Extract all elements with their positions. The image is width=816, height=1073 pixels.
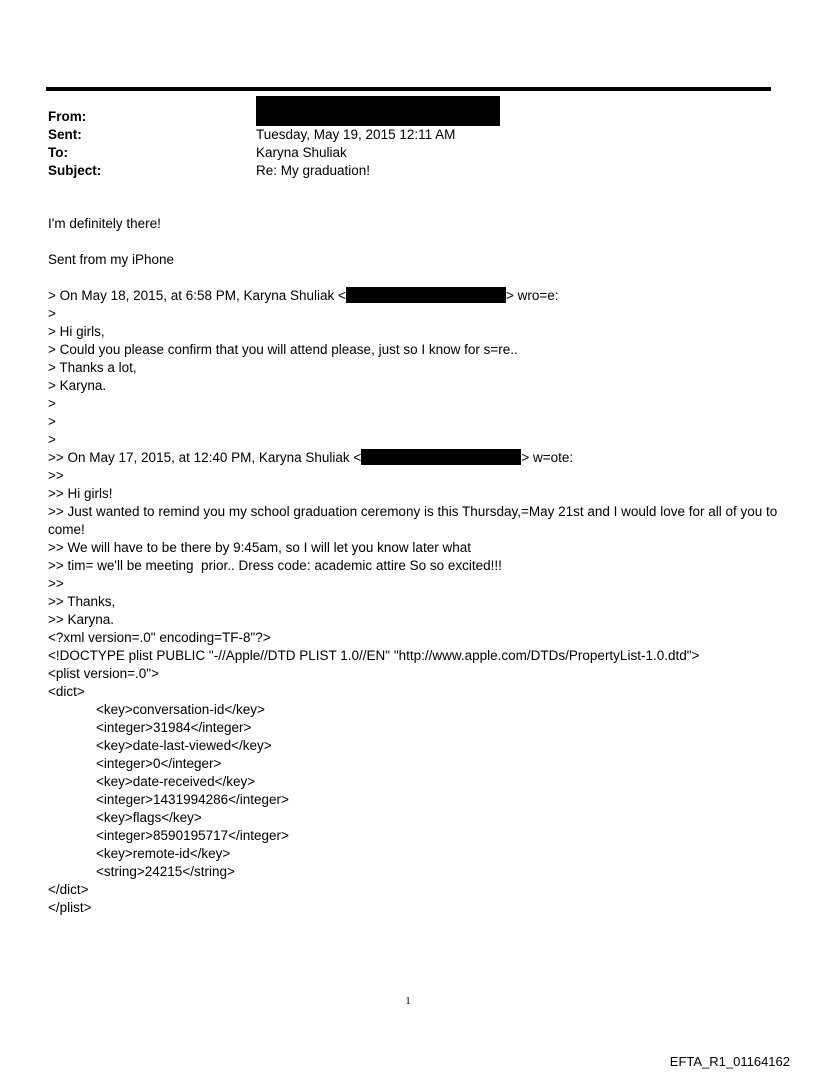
quote-line: >> Just wanted to remind you my school graduation ceremony is this Thursday,=May 21st and I would love for all of you to come! <box>48 504 782 537</box>
bates-number: EFTA_R1_01164162 <box>669 1054 790 1069</box>
plist-entry: <integer>0</integer> <box>96 756 222 771</box>
plist-entry: <integer>31984</integer> <box>96 720 252 735</box>
subject-label: Subject: <box>48 163 102 178</box>
plist-entry: <key>date-received</key> <box>96 774 256 789</box>
quote-line: > Karyna. <box>48 378 107 393</box>
email-body <box>48 215 782 917</box>
to-label: To: <box>48 145 68 160</box>
quote-line: > <box>48 306 56 321</box>
plist-entry: <integer>8590195717</integer> <box>96 828 289 843</box>
sent-label: Sent: <box>48 127 82 142</box>
reply-line: I'm definitely there! <box>48 216 161 231</box>
plist-entry: <key>remote-id</key> <box>96 846 231 861</box>
plist-entry: <key>date-last-viewed</key> <box>96 738 272 753</box>
plist-line: </dict> <box>48 882 89 897</box>
sent-value: Tuesday, May 19, 2015 12:11 AM <box>256 127 456 142</box>
plist-line: <plist version=.0"> <box>48 666 159 681</box>
plist-entry: <key>conversation-id</key> <box>96 702 265 717</box>
plist-line: <dict> <box>48 684 85 699</box>
subject-value: Re: My graduation! <box>256 163 371 178</box>
quote1-header <box>48 287 778 305</box>
from-label: From: <box>48 109 87 124</box>
page-number: 1 <box>405 995 411 1007</box>
quote-line: > <box>48 432 56 447</box>
quote2-header <box>48 449 778 467</box>
from-redaction <box>256 96 500 126</box>
plist-entry: <integer>1431994286</integer> <box>96 792 289 807</box>
header-rule <box>46 87 771 91</box>
signature: Sent from my iPhone <box>48 252 175 267</box>
quote2-prefix: >> On May 17, 2015, at 12:40 PM, Karyna Shuliak < <box>48 450 362 465</box>
plist-entry: <string>24215</string> <box>96 864 235 879</box>
quote-line: > Hi girls, <box>48 324 105 339</box>
quote-line: > Thanks a lot, <box>48 360 137 375</box>
plist-line: <!DOCTYPE plist PUBLIC "-//Apple//DTD PLIST 1.0//EN" "http://www.apple.com/DTDs/PropertyList-1.0.dtd"> <box>48 648 700 663</box>
plist-entry: <key>flags</key> <box>96 810 202 825</box>
quote2-suffix: > w=ote: <box>521 450 574 465</box>
quote-line: >> Hi girls! <box>48 486 113 501</box>
quote-line: >> We will have to be there by 9:45am, so I will let you know later what <box>48 540 471 555</box>
quote-line: >> <box>48 576 64 591</box>
quote-line: >> <box>48 468 64 483</box>
quote-line: >> Thanks, <box>48 594 116 609</box>
quote1-suffix: > wro=e: <box>505 288 559 303</box>
quote-line: > Could you please confirm that you will attend please, just so I know for s=re.. <box>48 342 518 357</box>
quote-line: > <box>48 414 56 429</box>
quote-line: >> Karyna. <box>48 612 115 627</box>
quote1-email-redaction <box>346 287 506 303</box>
plist-line: </plist> <box>48 900 92 915</box>
quote1-prefix: > On May 18, 2015, at 6:58 PM, Karyna Shuliak < <box>48 288 346 303</box>
quote-line: >> tim= we'll be meeting prior.. Dress code: academic attire So so excited!!! <box>48 558 502 573</box>
quote-line: > <box>48 396 56 411</box>
to-value: Karyna Shuliak <box>256 145 347 160</box>
plist-line: <?xml version=.0" encoding=TF-8"?> <box>48 630 271 645</box>
quote2-email-redaction <box>361 449 521 465</box>
